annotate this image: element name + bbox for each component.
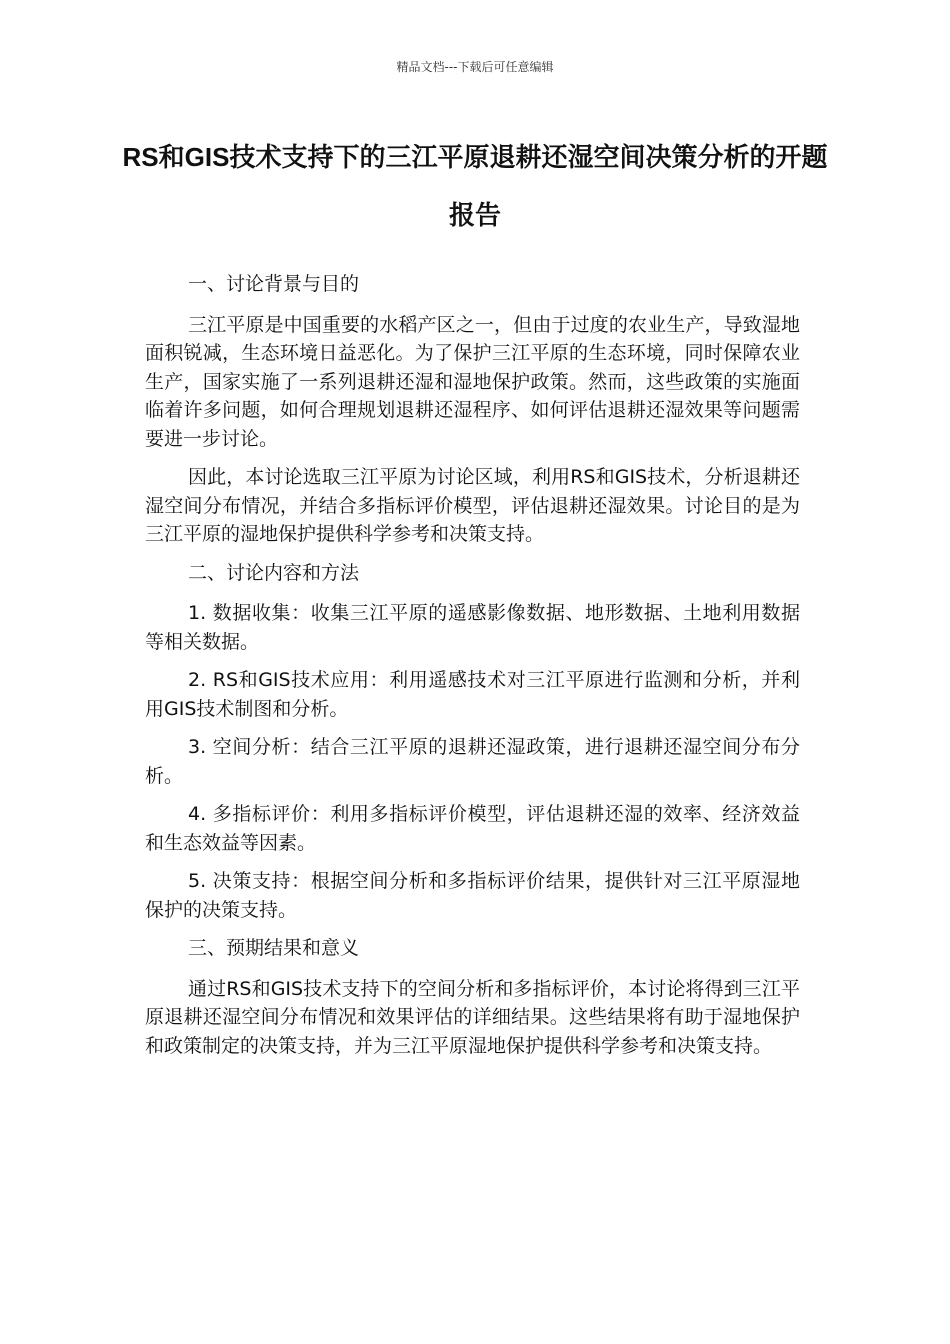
- list-item: 3. 空间分析：结合三江平原的退耕还湿政策，进行退耕还湿空间分布分析。: [145, 736, 800, 787]
- header-note: 精品文档---下载后可任意编辑: [396, 60, 554, 74]
- section-heading: 一、讨论背景与目的: [188, 273, 360, 295]
- paragraph: 因此，本讨论选取三江平原为讨论区域，利用RS和GIS技术，分析退耕还湿空间分布情况，并结合多指标评价模型，评估退耕还湿效果。讨论目的是为三江平原的湿地保护提供科学参考和决策支持。: [145, 466, 800, 545]
- list-item: 1. 数据收集：收集三江平原的遥感影像数据、地形数据、土地利用数据等相关数据。: [145, 602, 800, 653]
- section-heading: 二、讨论内容和方法: [188, 561, 360, 584]
- paragraph: 三江平原是中国重要的水稻产区之一，但由于过度的农业生产，导致湿地面积锐减，生态环境日益恶化。为了保护三江平原的生态环境，同时保障农业生产，国家实施了一系列退耕还湿和湿地保护政策。然而，这些政策的实施面临着许多问题，如何合理规划退耕还湿程序、如何评估退耕还湿效果等问题需要进一步讨论。: [145, 313, 800, 450]
- document-body: [145, 270, 800, 1070]
- document-title: RS和GIS技术支持下的三江平原退耕还湿空间决策分析的开题报告: [122, 142, 828, 230]
- list-item: 5. 决策支持：根据空间分析和多指标评价结果，提供针对三江平原湿地保护的决策支持。: [145, 870, 800, 921]
- list-item: 4. 多指标评价：利用多指标评价模型，评估退耕还湿的效率、经济效益和生态效益等因素。: [145, 803, 800, 854]
- list-item: 2. RS和GIS技术应用：利用遥感技术对三江平原进行监测和分析，并利用GIS技术制图和分析。: [145, 669, 800, 720]
- section-heading: 三、预期结果和意义: [188, 937, 360, 959]
- paragraph: 通过RS和GIS技术支持下的空间分析和多指标评价，本讨论将得到三江平原退耕还湿空间分布情况和效果评估的详细结果。这些结果将有助于湿地保护和政策制定的决策支持，并为三江平原湿地保护提供科学参考和决策支持。: [145, 977, 800, 1057]
